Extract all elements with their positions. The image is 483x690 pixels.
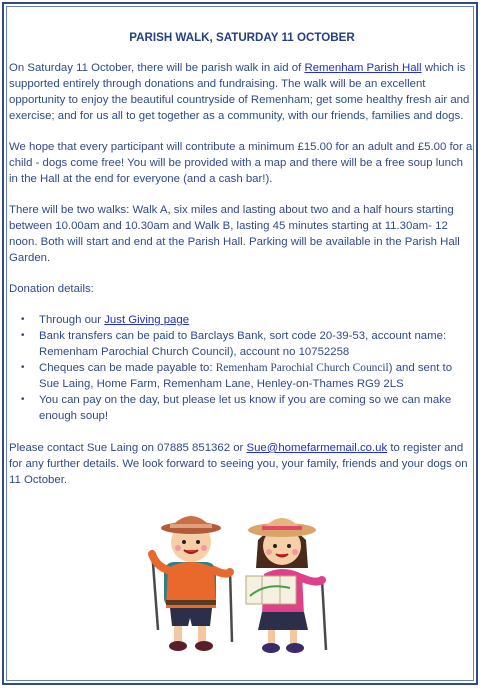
list-item-text-rest: ) and sent to Sue Laing, Home Farm, Remenham Lane, Henley-on-Thames RG9 2LS — [39, 362, 453, 390]
list-item-text: Bank transfers can be paid to Barclays Bank, sort code 20-39-53, account name: Remenham Parochial Church Council), account no 10752258 — [39, 330, 447, 358]
intro-text-rest: which is supported entirely through donations and fundraising. The walk will be an excellent opportunity to enjoy the beautiful countryside of Remenham; get some healthy fresh air and exercise; and for us all to get together as a community, with our friends, families and dogs. — [9, 62, 470, 122]
bullet-icon: • — [21, 362, 25, 373]
document-body — [9, 30, 475, 503]
intro-paragraph — [9, 60, 475, 124]
walks-paragraph: There will be two walks: Walk A, six miles and lasting about two and a half hours starting between 10.00am and 10.30am and Walk B, lasting 45 minutes starting at 11.30am- 12 noon. Both will start and end at the Parish Hall. Parking will be available in the Parish Hall Garden. — [9, 204, 460, 264]
donation-heading: Donation details: — [9, 283, 94, 295]
bullet-icon: • — [21, 394, 25, 405]
parish-hall-link[interactable]: Remenham Parish Hall — [304, 62, 422, 74]
bullet-icon: • — [21, 330, 25, 341]
just-giving-link[interactable]: Just Giving page — [104, 314, 190, 326]
list-item-text: Through our — [39, 314, 105, 326]
bullet-icon: • — [21, 314, 25, 325]
donation-list — [9, 312, 475, 424]
list-item — [21, 312, 475, 328]
contact-paragraph — [9, 440, 475, 488]
email-link[interactable]: Sue@homefarmemail.co.uk — [246, 442, 388, 454]
contact-text-rest: to register and for any further details. We look forward to seeing you, your family, friends and your dogs on 11 October. — [9, 442, 468, 486]
payee-name: Remenham Parochial Church Council — [215, 362, 389, 374]
hiker-boy — [152, 516, 232, 651]
hikers-illustration — [140, 510, 340, 670]
contribution-paragraph: We hope that every participant will contribute a minimum £15.00 for an adult and £5.00 for a child - dogs come free! You will be provided with a map and there will be a free soup lunch in the Hall at the end for everyone (and a cash bar!). — [9, 141, 473, 185]
list-item — [21, 360, 475, 392]
list-item — [21, 328, 475, 360]
contact-text: Please contact Sue Laing on 07885 851362 or — [9, 442, 247, 454]
hiker-girl — [246, 518, 326, 653]
list-item — [21, 392, 475, 424]
page-title: PARISH WALK, SATURDAY 11 OCTOBER — [129, 31, 355, 44]
intro-text: On Saturday 11 October, there will be parish walk in aid of — [9, 62, 305, 74]
list-item-text: Cheques can be made payable to: — [39, 362, 216, 374]
list-item-text: You can pay on the day, but please let us know if you are coming so we can make enough soup! — [39, 394, 452, 422]
